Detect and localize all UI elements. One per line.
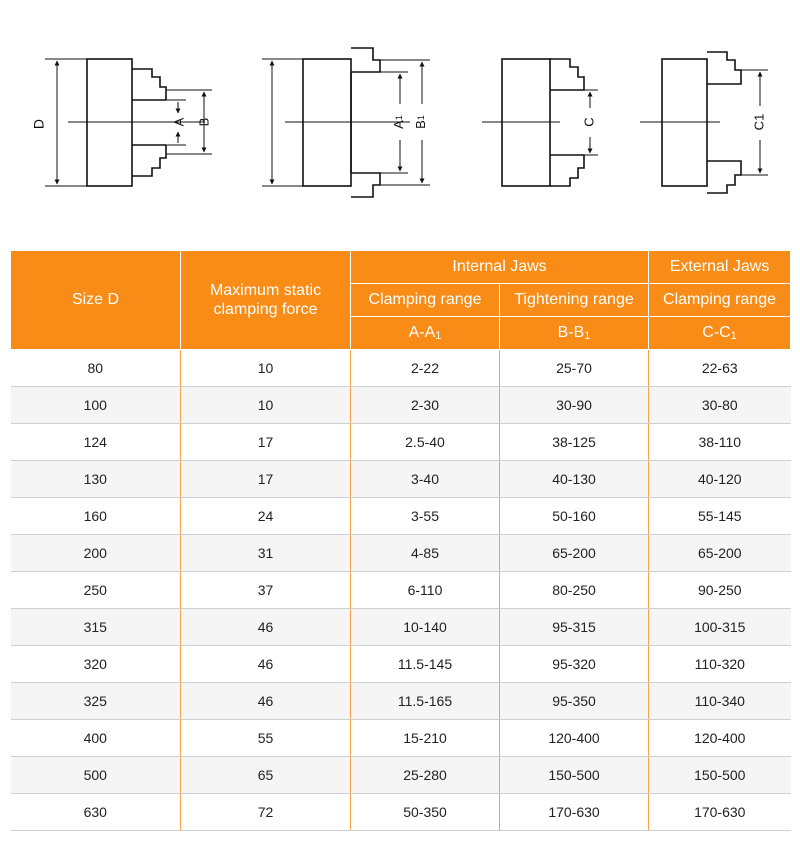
diagram-external-reversed-clamping [640, 52, 768, 193]
cell-size-d: 200 [11, 535, 181, 572]
cell-tightening: 120-400 [500, 720, 649, 757]
table-row [11, 757, 791, 794]
table-body [11, 350, 791, 831]
cell-internal-clamping: 6-110 [351, 572, 500, 609]
cell-max-force: 46 [181, 646, 351, 683]
cell-tightening: 65-200 [500, 535, 649, 572]
cell-max-force: 10 [181, 387, 351, 424]
cell-max-force: 37 [181, 572, 351, 609]
cell-size-d: 100 [11, 387, 181, 424]
table-row [11, 794, 791, 831]
dimension-label-b: B [196, 117, 212, 127]
dimension-label-b1-letter: B [413, 120, 429, 129]
header-code-a-text: A-A [408, 324, 436, 342]
dimension-label-d: D [30, 118, 47, 130]
cell-size-d: 400 [11, 720, 181, 757]
cell-size-d: 500 [11, 757, 181, 794]
header-internal-jaws: Internal Jaws [351, 251, 649, 284]
table-row [11, 609, 791, 646]
header-internal-clamping-range: Clamping range [351, 284, 500, 317]
table-row [11, 424, 791, 461]
table-row [11, 350, 791, 387]
cell-tightening: 80-250 [500, 572, 649, 609]
cell-internal-clamping: 4-85 [351, 535, 500, 572]
dimension-label-a: A [171, 117, 187, 127]
cell-internal-clamping: 2.5-40 [351, 424, 500, 461]
dimension-label-c: C [581, 117, 597, 127]
cell-internal-clamping: 11.5-165 [351, 683, 500, 720]
cell-max-force: 17 [181, 424, 351, 461]
cell-max-force: 24 [181, 498, 351, 535]
header-size-d: Size D [11, 251, 181, 350]
header-code-a-sub: 1 [435, 330, 442, 343]
cell-size-d: 124 [11, 424, 181, 461]
cell-max-force: 46 [181, 683, 351, 720]
cell-tightening: 30-90 [500, 387, 649, 424]
dimension-label-b1-sub: 1 [416, 115, 427, 121]
cell-size-d: 160 [11, 498, 181, 535]
cell-size-d: 80 [11, 350, 181, 387]
cell-external-clamping: 110-320 [649, 646, 791, 683]
table-row [11, 535, 791, 572]
table-row [11, 572, 791, 609]
cell-internal-clamping: 2-22 [351, 350, 500, 387]
cell-max-force: 10 [181, 350, 351, 387]
header-code-b-sub: 1 [584, 330, 591, 343]
cell-max-force: 72 [181, 794, 351, 831]
cell-internal-clamping: 2-30 [351, 387, 500, 424]
cell-external-clamping: 30-80 [649, 387, 791, 424]
cell-external-clamping: 120-400 [649, 720, 791, 757]
cell-tightening: 50-160 [500, 498, 649, 535]
header-code-b-b1 [500, 317, 649, 350]
cell-size-d: 250 [11, 572, 181, 609]
cell-tightening: 40-130 [500, 461, 649, 498]
table-header [11, 251, 791, 350]
cell-internal-clamping: 50-350 [351, 794, 500, 831]
header-external-jaws: External Jaws [649, 251, 791, 284]
cell-external-clamping: 55-145 [649, 498, 791, 535]
header-tightening-range: Tightening range [500, 284, 649, 317]
cell-external-clamping: 40-120 [649, 461, 791, 498]
cell-external-clamping: 110-340 [649, 683, 791, 720]
dimension-label-a1-letter: A [391, 120, 407, 129]
cell-internal-clamping: 15-210 [351, 720, 500, 757]
dimension-label-c1: C1 [751, 113, 767, 131]
cell-max-force: 17 [181, 461, 351, 498]
cell-max-force: 31 [181, 535, 351, 572]
cell-tightening: 95-350 [500, 683, 649, 720]
cell-internal-clamping: 10-140 [351, 609, 500, 646]
chuck-specification-table [10, 250, 791, 831]
cell-max-force: 65 [181, 757, 351, 794]
header-external-clamping-range: Clamping range [649, 284, 791, 317]
cell-tightening: 170-630 [500, 794, 649, 831]
cell-size-d: 630 [11, 794, 181, 831]
table-row [11, 646, 791, 683]
cell-tightening: 95-320 [500, 646, 649, 683]
cell-tightening: 150-500 [500, 757, 649, 794]
cell-external-clamping: 170-630 [649, 794, 791, 831]
header-code-b-text: B-B [557, 324, 585, 342]
diagram-size-d-internal-clamping [45, 59, 212, 186]
header-code-c-sub: 1 [730, 330, 737, 343]
cell-max-force: 46 [181, 609, 351, 646]
dimension-label-b1 [413, 115, 428, 129]
cell-size-d: 320 [11, 646, 181, 683]
cell-external-clamping: 22-63 [649, 350, 791, 387]
cell-external-clamping: 65-200 [649, 535, 791, 572]
cell-tightening: 38-125 [500, 424, 649, 461]
cell-size-d: 130 [11, 461, 181, 498]
cell-internal-clamping: 11.5-145 [351, 646, 500, 683]
cell-external-clamping: 90-250 [649, 572, 791, 609]
table-row [11, 720, 791, 757]
header-code-c-text: C-C [702, 324, 731, 342]
cell-tightening: 25-70 [500, 350, 649, 387]
cell-tightening: 95-315 [500, 609, 649, 646]
cell-external-clamping: 150-500 [649, 757, 791, 794]
chuck-dimension-diagrams [0, 0, 800, 230]
dimension-label-a1 [391, 115, 406, 129]
cell-size-d: 315 [11, 609, 181, 646]
cell-external-clamping: 100-315 [649, 609, 791, 646]
table-row [11, 683, 791, 720]
cell-max-force: 55 [181, 720, 351, 757]
dimension-label-a1-sub: 1 [394, 115, 405, 121]
header-code-c-c1 [649, 317, 791, 350]
cell-external-clamping: 38-110 [649, 424, 791, 461]
cell-internal-clamping: 25-280 [351, 757, 500, 794]
table-row [11, 498, 791, 535]
cell-internal-clamping: 3-40 [351, 461, 500, 498]
cell-size-d: 325 [11, 683, 181, 720]
cell-internal-clamping: 3-55 [351, 498, 500, 535]
header-max-static-force: Maximum static clamping force [181, 251, 351, 350]
table-row [11, 387, 791, 424]
header-code-a-a1 [351, 317, 500, 350]
table-row [11, 461, 791, 498]
